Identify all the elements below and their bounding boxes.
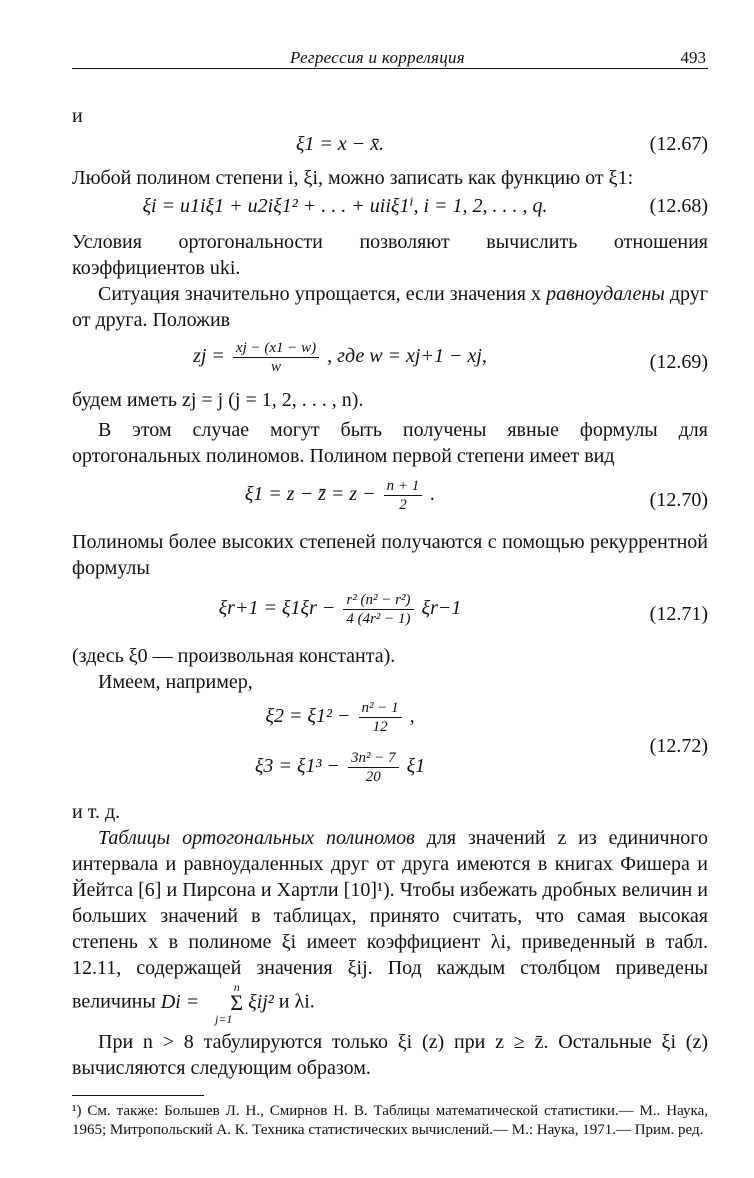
equation-number: (12.69) (649, 351, 708, 373)
equation-number: (12.72) (649, 735, 708, 757)
fraction (233, 339, 319, 376)
sum-upper-limit: n (233, 980, 240, 994)
running-title: Регрессия и корреляция (290, 48, 466, 67)
equation-lhs: ξr+1 = ξ1ξr − (218, 597, 336, 620)
denominator: 20 (365, 769, 381, 785)
fraction (384, 477, 423, 514)
equation-rhs: , где w = xj+1 − xj, (327, 345, 487, 368)
paragraph-and: и (72, 105, 83, 127)
numerator: n + 1 (384, 477, 423, 496)
equation-number: (12.71) (649, 603, 708, 625)
numerator: r² (n² − r²) (343, 591, 413, 610)
paragraph-tables (72, 825, 708, 1025)
equation-rhs: ξ1 (406, 755, 426, 778)
equation-body (72, 591, 608, 628)
footnote-divider (72, 1095, 204, 1096)
equation-lhs: ξ3 = ξ1³ − (254, 755, 340, 778)
inline-formula-di (160, 980, 274, 1026)
fraction (348, 749, 399, 786)
paragraph-n-greater-8: При n > 8 табулируются только ξi (z) при z ≥ z̄. Остальные ξi (z) вычисляются следующим образом. (72, 1031, 708, 1079)
equation-rhs: ξr−1 (421, 597, 462, 620)
footnote: ¹) См. также: Большев Л. Н., Смирнов Н. В. Таблицы математической статистики.— М.. Наука, 1965; Митропольский А. К. Техника статистических вычислений.— М.: Наука, 1971.— Прим. ред. (72, 1103, 708, 1138)
equation-12-67 (72, 131, 708, 161)
numerator: n² − 1 (359, 699, 402, 718)
equation-12-68 (72, 193, 708, 223)
equation-12-72 (72, 697, 708, 797)
body-text (72, 103, 708, 1081)
running-head (72, 40, 708, 69)
page-number: 493 (680, 48, 706, 67)
emphasis-text: равноудалены (546, 283, 665, 305)
denominator: 2 (399, 497, 407, 513)
paragraph-xi0: (здесь ξ0 — произвольная константа). (72, 645, 396, 667)
equation-rhs: , (409, 705, 415, 728)
denominator: 4 (4r² − 1) (346, 611, 411, 627)
emphasis-text: Таблицы ортогональных полиномов (98, 827, 415, 849)
fraction (359, 699, 402, 736)
paragraph-zj: будем иметь zj = j (j = 1, 2, . . . , n). (72, 389, 364, 411)
sigma-symbol: Σ (230, 990, 244, 1015)
summation (204, 981, 243, 1025)
equation-number: (12.67) (649, 133, 708, 155)
equation-12-69 (72, 337, 708, 387)
text-fragment: Ситуация значительно упрощается, если значения x (98, 283, 547, 305)
sum-lower-limit: j=1 (214, 1012, 233, 1026)
equation-12-71 (72, 587, 708, 641)
paragraph-polynomial: Любой полином степени i, ξi, можно записать как функцию от ξ1: (72, 167, 634, 189)
text-fragment: друг от друга. Положив (72, 283, 708, 331)
equation-12-70 (72, 475, 708, 525)
equation-rhs: . (430, 483, 436, 506)
numerator: xj − (x1 − w) (233, 339, 319, 358)
fraction (343, 591, 413, 628)
equation-number: (12.70) (649, 489, 708, 511)
equation-lhs: ξ2 = ξ1² − (265, 705, 351, 728)
equation-body: ξi = u1iξ1 + u2iξ1² + . . . + uiiξ1ⁱ, i = 1, 2, . . . , q. (142, 195, 548, 217)
equation-body: ξ1 = x − x̄. (295, 133, 385, 155)
equation-body (72, 339, 608, 376)
paragraph-etc: и т. д. (72, 801, 121, 823)
page (72, 40, 708, 1140)
paragraph-equidistant (72, 281, 708, 333)
paragraph-example: Имеем, например, (98, 671, 253, 693)
equation-number: (12.68) (649, 195, 708, 217)
equation-body-xi2 (72, 699, 608, 736)
text-fragment: и λi. (273, 990, 315, 1013)
paragraph-explicit-formulas: В этом случае могут быть получены явные формулы для ортогональных полиномов. Полином первой степени имеет вид (72, 419, 708, 467)
denominator: 12 (372, 719, 388, 735)
paragraph-recurrence: Полиномы более высоких степеней получаются с помощью рекуррентной формулы (72, 531, 708, 579)
equation-lhs: zj = (193, 345, 225, 368)
text-fragment: для значений z из единичного интервала и равноудаленных друг от друга имеются в книгах Фишера и Йейтса [6] и Пирсона и Хартли [10]¹). Чтобы избежать дробных величин и больших значений в таблицах, принято считать, что самая высокая степень x в полиноме ξi имеет коэффициент λi, приведенный в табл. 12.11, содержащей значения ξij. Под каждым столбцом приведены величины (72, 827, 708, 1013)
equation-body (72, 477, 608, 514)
denominator: w (271, 359, 282, 375)
equation-lhs: ξ1 = z − z̄ = z − (244, 483, 376, 506)
equation-body-xi3 (72, 749, 608, 786)
formula-lhs: Di = (160, 990, 200, 1013)
numerator: 3n² − 7 (348, 749, 399, 768)
paragraph-orthogonality: Условия ортогональности позволяют вычислить отношения коэффициентов uki. (72, 231, 708, 279)
formula-rhs: ξij² (248, 990, 274, 1013)
